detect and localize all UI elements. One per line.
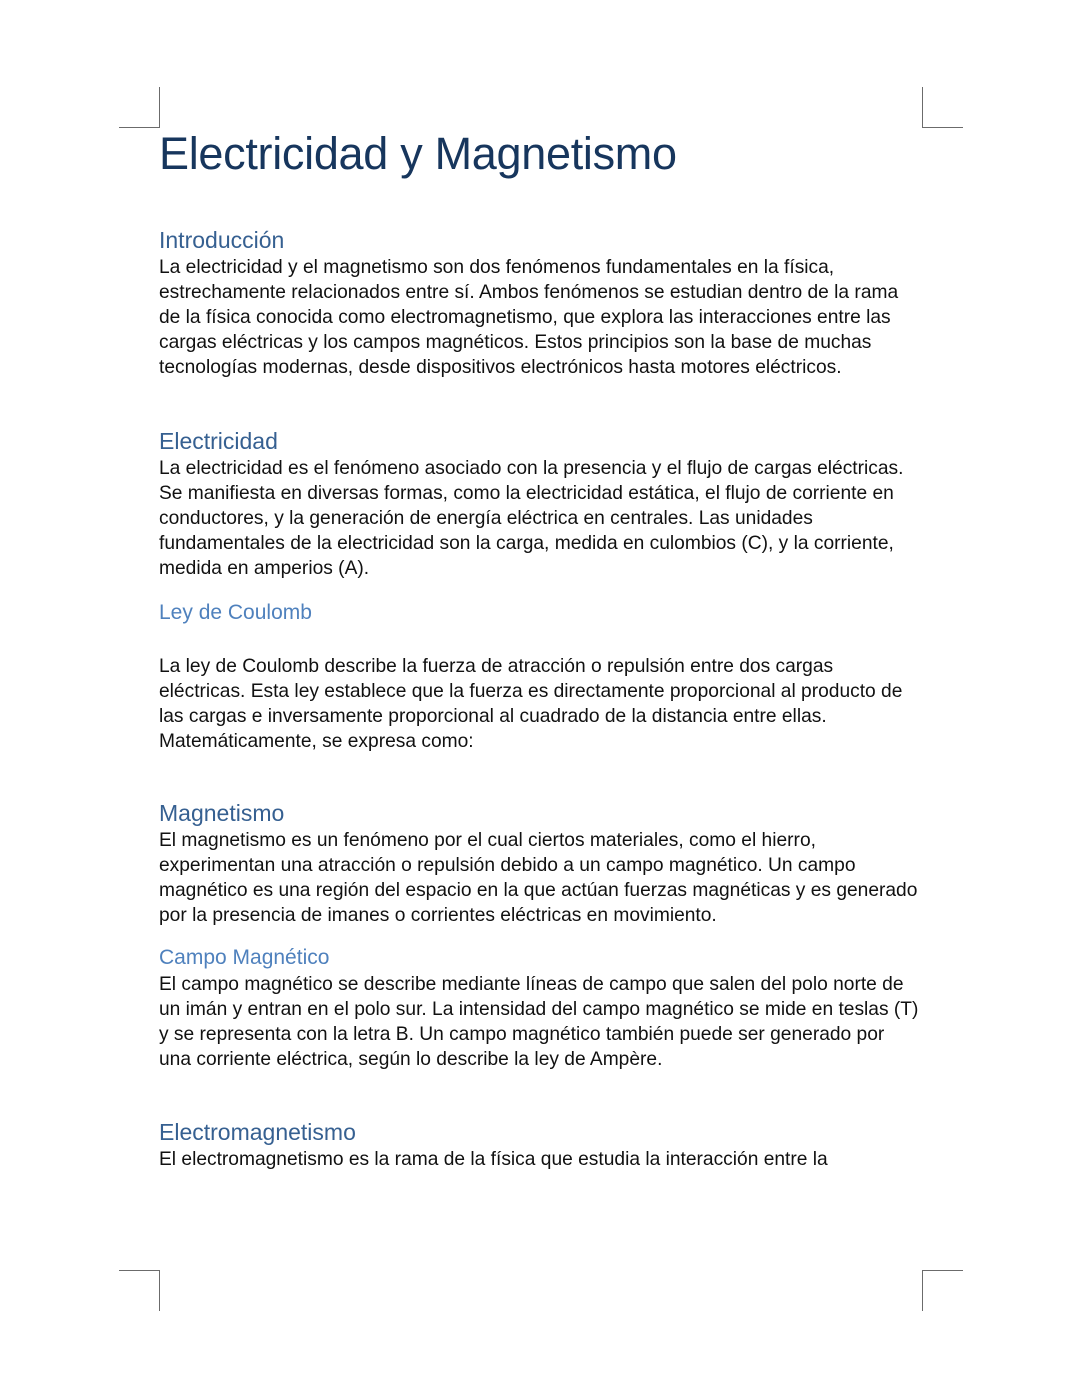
page-corner-mark-bottom-left <box>119 1270 160 1311</box>
section-paragraph: El magnetismo es un fenómeno por el cual ciertos materiales, como el hierro, experimentan una atracción o repulsión debido a un campo magnético. Un campo magnético es una región del espacio en la que actúan fuerzas magnéticas y es generado por la presencia de imanes o corrientes eléctricas en movimiento. <box>159 830 918 926</box>
section-electricidad <box>159 426 919 581</box>
document-page <box>159 124 919 1172</box>
section-paragraph: El electromagnetismo es la rama de la física que estudia la interacción entre la <box>159 1149 828 1170</box>
section-heading: Electricidad <box>159 428 278 454</box>
page-corner-mark-bottom-right <box>922 1270 963 1311</box>
page-corner-mark-top-left <box>119 87 160 128</box>
page-corner-mark-top-right <box>922 87 963 128</box>
subsection-paragraph: La ley de Coulomb describe la fuerza de atracción o repulsión entre dos cargas eléctricas. Esta ley establece que la fuerza es directamente proporcional al producto de las cargas e inversamente proporcional al cuadrado de la distancia entre ellas. Matemáticamente, se expresa como: <box>159 656 903 752</box>
section-electromagnetismo <box>159 1117 919 1172</box>
subsection-heading: Ley de Coulomb <box>159 601 312 624</box>
section-paragraph: La electricidad y el magnetismo son dos fenómenos fundamentales en la física, estrechamente relacionados entre sí. Ambos fenómenos se estudian dentro de la rama de la física conocida como electromagnetismo, que explora las interacciones entre las cargas eléctricas y los campos magnéticos. Estos principios son la base de muchas tecnologías modernas, desde dispositivos electrónicos hasta motores eléctricos. <box>159 257 899 378</box>
subsection-campo-magnetico <box>159 944 919 1072</box>
section-paragraph: La electricidad es el fenómeno asociado con la presencia y el flujo de cargas eléctricas. Se manifiesta en diversas formas, como la electricidad estática, el flujo de corriente en conductores, y la generación de energía eléctrica en centrales. Las unidades fundamentales de la electricidad son la carga, medida en culombios (C), y la corriente, medida en amperios (A). <box>159 458 904 579</box>
subsection-heading: Campo Magnético <box>159 946 330 969</box>
section-magnetismo <box>159 798 919 928</box>
section-heading: Introducción <box>159 227 285 253</box>
subsection-ley-de-coulomb <box>159 599 919 754</box>
section-heading: Electromagnetismo <box>159 1119 356 1145</box>
section-introduccion <box>159 225 919 380</box>
document-title: Electricidad y Magnetismo <box>159 128 677 179</box>
section-heading: Magnetismo <box>159 800 285 826</box>
subsection-paragraph: El campo magnético se describe mediante líneas de campo que salen del polo norte de un imán y entran en el polo sur. La intensidad del campo magnético se mide en teslas (T) y se representa con la letra B. Un campo magnético también puede ser generado por una corriente eléctrica, según lo describe la ley de Ampère. <box>159 974 919 1070</box>
